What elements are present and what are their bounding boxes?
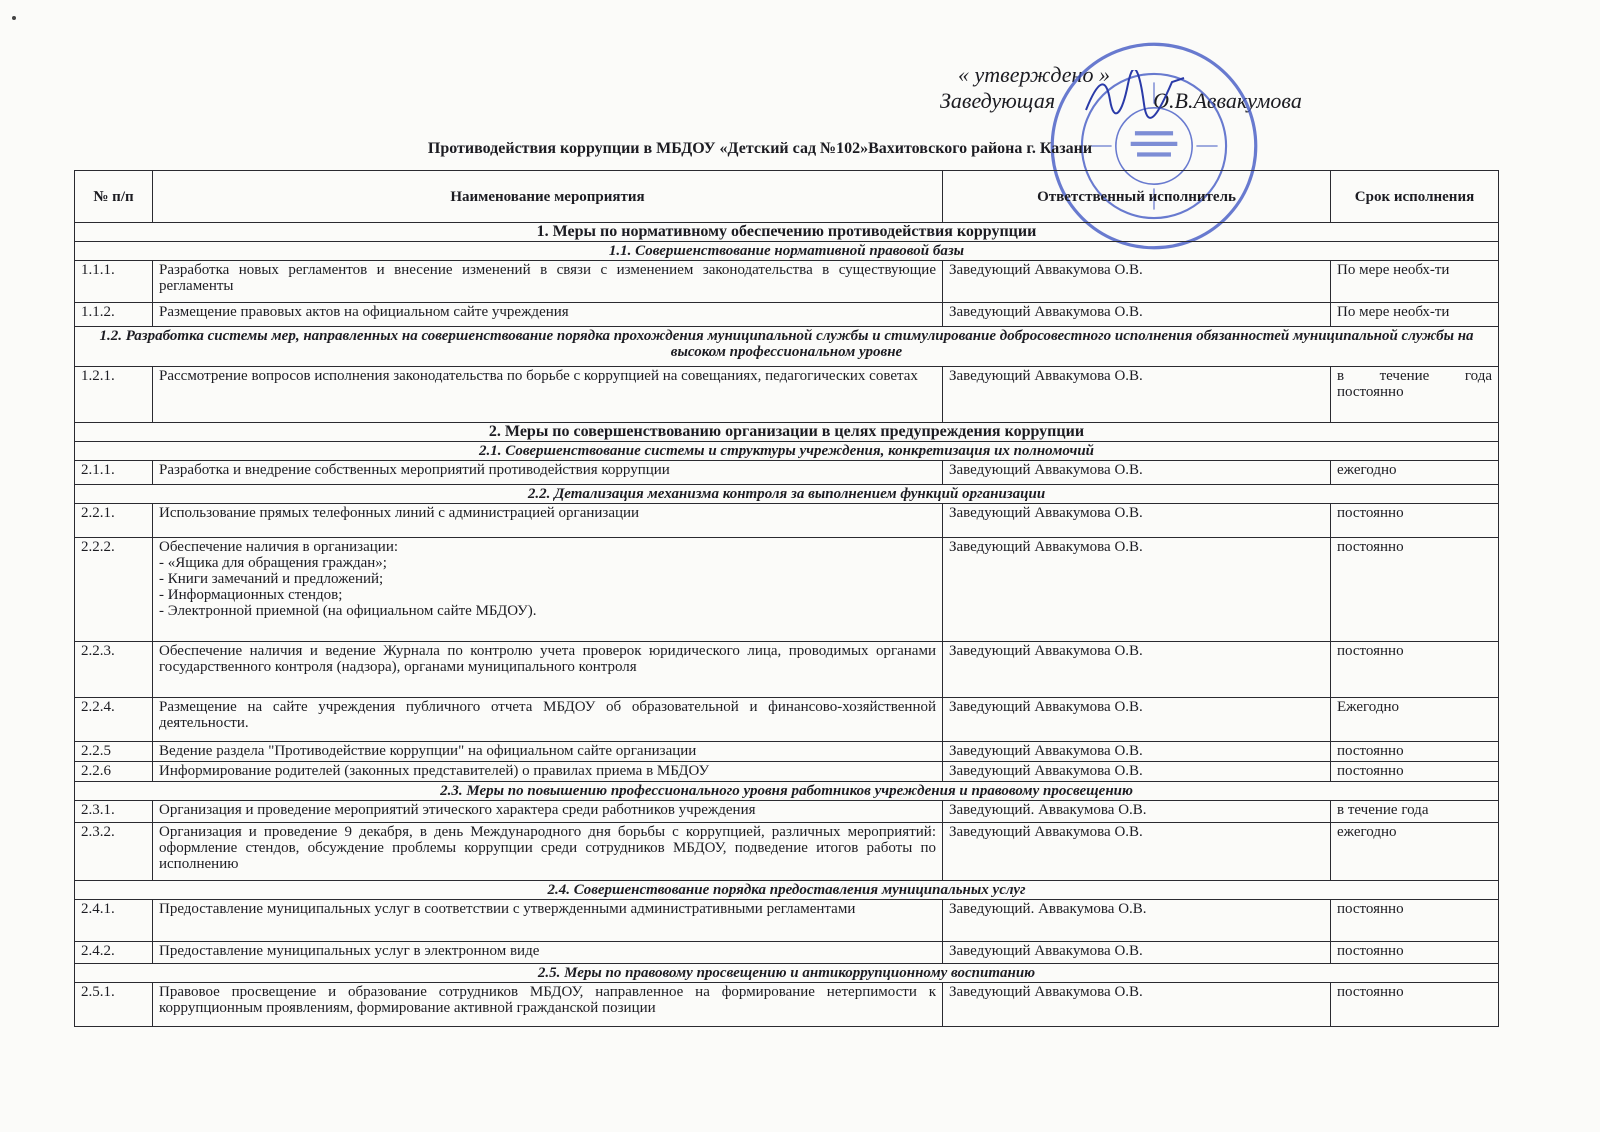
item-name-text: Информирование родителей (законных представителей) о правилах приема в МБДОУ xyxy=(159,763,710,779)
item-name xyxy=(153,504,943,538)
item-responsible: Заведующий Аввакумова О.В. xyxy=(943,261,1331,303)
section-row xyxy=(75,223,1499,242)
item-term: По мере необх-ти xyxy=(1331,303,1499,327)
item-name-text: Предоставление муниципальных услуг в соответствии с утвержденными административными регламентами xyxy=(159,901,856,917)
section-heading: 1. Меры по нормативному обеспечению противодействия коррупции xyxy=(75,223,1499,242)
item-name xyxy=(153,461,943,485)
signature xyxy=(1080,70,1190,120)
section-heading: 2. Меры по совершенствованию организации в целях предупреждения коррупции xyxy=(75,423,1499,442)
item-responsible: Заведующий Аввакумова О.В. xyxy=(943,538,1331,642)
item-term: По мере необх-ти xyxy=(1331,261,1499,303)
item-name-text: Обеспечение наличия и ведение Журнала по контролю учета проверок юридического лица, проводимых органами государственного контроля (надзора), органами муниципального контроля xyxy=(159,643,936,675)
subsection-heading: 2.3. Меры по повышению профессионального уровня работников учреждения и правовому просвещению xyxy=(75,782,1499,801)
item-number: 2.3.1. xyxy=(75,801,153,823)
item-number: 2.4.1. xyxy=(75,900,153,942)
measures-table xyxy=(74,170,1499,1027)
item-number: 2.5.1. xyxy=(75,983,153,1027)
item-responsible: Заведующий Аввакумова О.В. xyxy=(943,303,1331,327)
subsection-heading: 1.2. Разработка системы мер, направленных на совершенствование порядка прохождения муниципальной службы и стимулирование добросовестного исполнения обязанностей муниципальной службы на высоком профессиональном уровне xyxy=(75,327,1499,367)
table-row xyxy=(75,900,1499,942)
item-name xyxy=(153,303,943,327)
table-row xyxy=(75,538,1499,642)
subsection-heading: 1.1. Совершенствование нормативной правовой базы xyxy=(75,242,1499,261)
item-term: постоянно xyxy=(1331,900,1499,942)
table-row xyxy=(75,762,1499,782)
item-number: 2.2.6 xyxy=(75,762,153,782)
table-row xyxy=(75,642,1499,698)
item-list-entry: - Электронной приемной (на официальном сайте МБДОУ). xyxy=(159,603,537,619)
item-name xyxy=(153,742,943,762)
item-term: постоянно xyxy=(1331,504,1499,538)
item-list-entry: - Информационных стендов; xyxy=(159,587,343,603)
item-list-entry: - Книги замечаний и предложений; xyxy=(159,571,384,587)
item-responsible: Заведующий Аввакумова О.В. xyxy=(943,762,1331,782)
item-responsible: Заведующий Аввакумова О.В. xyxy=(943,367,1331,423)
item-term: в течение года xyxy=(1331,801,1499,823)
item-number: 2.1.1. xyxy=(75,461,153,485)
scan-speck xyxy=(12,16,16,20)
table-row xyxy=(75,504,1499,538)
subsection-heading: 2.1. Совершенствование системы и структуры учреждения, конкретизация их полномочий xyxy=(75,442,1499,461)
item-list-entry: - «Ящика для обращения граждан»; xyxy=(159,555,387,571)
subsection-heading: 2.5. Меры по правовому просвещению и антикоррупционному воспитанию xyxy=(75,964,1499,983)
approval-position: Заведующая xyxy=(940,88,1056,113)
item-name xyxy=(153,900,943,942)
table-row xyxy=(75,823,1499,881)
item-responsible: Заведующий Аввакумова О.В. xyxy=(943,742,1331,762)
item-responsible: Заведующий Аввакумова О.В. xyxy=(943,461,1331,485)
item-name xyxy=(153,367,943,423)
item-name-text: Организация и проведение мероприятий этического характера среди работников учреждения xyxy=(159,802,756,818)
item-term: Ежегодно xyxy=(1331,698,1499,742)
subsection-row xyxy=(75,442,1499,461)
item-responsible: Заведующий. Аввакумова О.В. xyxy=(943,801,1331,823)
item-term: ежегодно xyxy=(1331,461,1499,485)
table-row xyxy=(75,742,1499,762)
item-number: 2.2.1. xyxy=(75,504,153,538)
item-term: постоянно xyxy=(1331,642,1499,698)
item-number: 1.1.1. xyxy=(75,261,153,303)
item-name-text: Размещение на сайте учреждения публичного отчета МБДОУ об образовательной и финансово-хозяйственной деятельности. xyxy=(159,699,936,731)
item-name-text: Организация и проведение 9 декабря, в день Международного дня борьбы с коррупцией, различных мероприятий: оформление стендов, обсуждение проблемы коррупции среди сотрудников МБДОУ, подведение итогов работы по исполнению xyxy=(159,824,936,872)
item-responsible: Заведующий Аввакумова О.В. xyxy=(943,942,1331,964)
item-number: 2.4.2. xyxy=(75,942,153,964)
table-row xyxy=(75,367,1499,423)
subsection-row xyxy=(75,327,1499,367)
approval-label: « утверждено » xyxy=(958,62,1110,87)
table-row xyxy=(75,942,1499,964)
item-number: 2.2.3. xyxy=(75,642,153,698)
item-responsible: Заведующий. Аввакумова О.В. xyxy=(943,900,1331,942)
item-term: в течение года постоянно xyxy=(1331,367,1499,423)
table-row xyxy=(75,698,1499,742)
approval-name: О.В.Аввакумова xyxy=(1153,88,1302,113)
col-header-num: № п/п xyxy=(75,171,153,223)
item-responsible: Заведующий Аввакумова О.В. xyxy=(943,983,1331,1027)
item-term: ежегодно xyxy=(1331,823,1499,881)
subsection-heading: 2.4. Совершенствование порядка предоставления муниципальных услуг xyxy=(75,881,1499,900)
item-term: постоянно xyxy=(1331,762,1499,782)
item-name-text: Разработка и внедрение собственных мероприятий противодействия коррупции xyxy=(159,462,670,478)
item-number: 2.3.2. xyxy=(75,823,153,881)
col-header-name: Наименование мероприятия xyxy=(153,171,943,223)
item-name-text: Ведение раздела "Противодействие коррупции" на официальном сайте организации xyxy=(159,743,697,759)
item-name-text: Рассмотрение вопросов исполнения законодательства по борьбе с коррупцией на совещаниях, педагогических советах xyxy=(159,368,918,384)
item-name xyxy=(153,823,943,881)
item-name-text: Правовое просвещение и образование сотрудников МБДОУ, направленное на формирование нетерпимости к коррупционным проявлениям, формирование активной гражданской позиции xyxy=(159,984,936,1016)
item-responsible: Заведующий Аввакумова О.В. xyxy=(943,504,1331,538)
item-name xyxy=(153,261,943,303)
table-row xyxy=(75,983,1499,1027)
item-name-text: Предоставление муниципальных услуг в электронном виде xyxy=(159,943,540,959)
item-number: 2.2.5 xyxy=(75,742,153,762)
col-header-resp: Ответственный исполнитель xyxy=(943,171,1331,223)
section-row xyxy=(75,423,1499,442)
item-number: 2.2.4. xyxy=(75,698,153,742)
item-name xyxy=(153,801,943,823)
item-name-text: Разработка новых регламентов и внесение изменений в связи с изменением законодательства в существующие регламенты xyxy=(159,262,936,294)
item-name xyxy=(153,698,943,742)
item-name-text: Размещение правовых актов на официальном сайте учреждения xyxy=(159,304,569,320)
item-name-text: Использование прямых телефонных линий с администрацией организации xyxy=(159,505,640,521)
subsection-row xyxy=(75,485,1499,504)
item-number: 1.1.2. xyxy=(75,303,153,327)
table-row xyxy=(75,303,1499,327)
item-name xyxy=(153,642,943,698)
document-title: Противодействия коррупции в МБДОУ «Детский сад №102»Вахитовского района г. Казани xyxy=(427,140,1093,157)
item-term: постоянно xyxy=(1331,742,1499,762)
subsection-row xyxy=(75,964,1499,983)
item-term: постоянно xyxy=(1331,538,1499,642)
item-number: 2.2.2. xyxy=(75,538,153,642)
item-name xyxy=(153,942,943,964)
item-term: постоянно xyxy=(1331,942,1499,964)
table-row xyxy=(75,261,1499,303)
subsection-row xyxy=(75,782,1499,801)
item-name xyxy=(153,538,943,642)
col-header-term: Срок исполнения xyxy=(1331,171,1499,223)
item-number: 1.2.1. xyxy=(75,367,153,423)
subsection-row xyxy=(75,242,1499,261)
item-responsible: Заведующий Аввакумова О.В. xyxy=(943,823,1331,881)
item-name xyxy=(153,762,943,782)
item-name-text: Обеспечение наличия в организации: xyxy=(159,539,399,555)
item-responsible: Заведующий Аввакумова О.В. xyxy=(943,698,1331,742)
subsection-heading: 2.2. Детализация механизма контроля за выполнением функций организации xyxy=(75,485,1499,504)
item-responsible: Заведующий Аввакумова О.В. xyxy=(943,642,1331,698)
item-term: постоянно xyxy=(1331,983,1499,1027)
item-name xyxy=(153,983,943,1027)
subsection-row xyxy=(75,881,1499,900)
table-row xyxy=(75,461,1499,485)
table-row xyxy=(75,801,1499,823)
